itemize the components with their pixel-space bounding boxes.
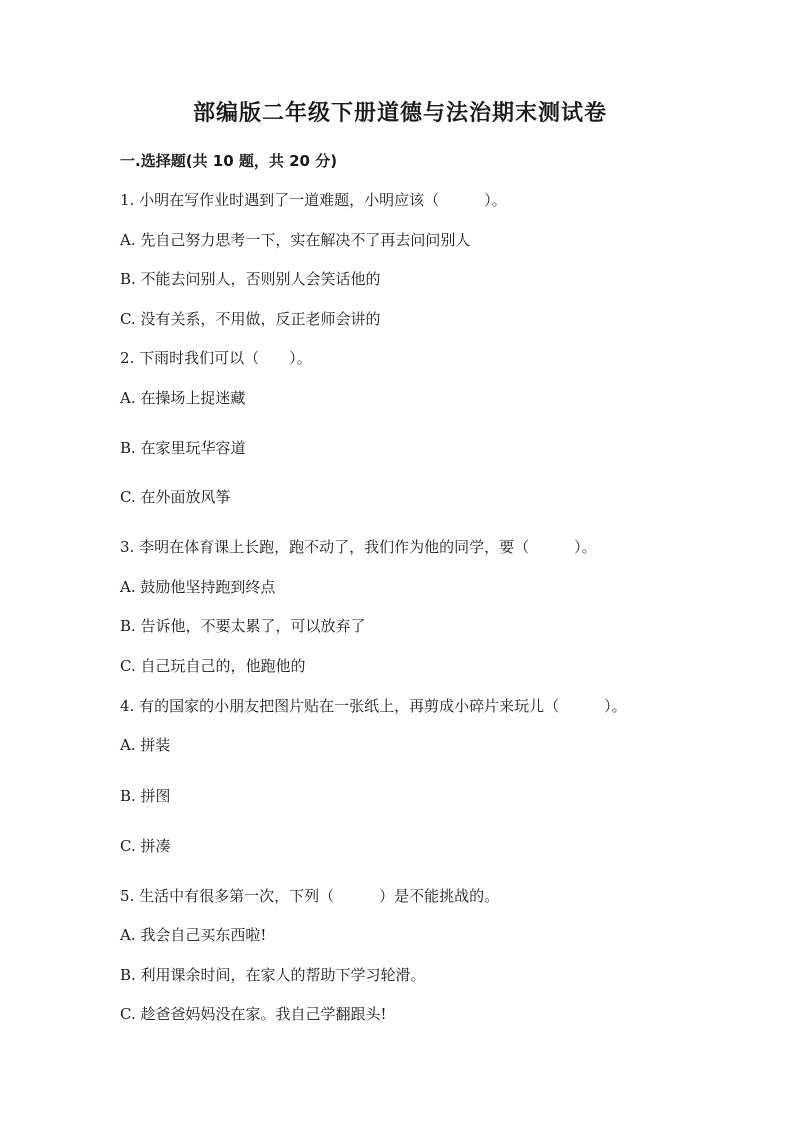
question-4-option-b: B. 拼图 xyxy=(120,787,171,805)
question-3-stem: 3. 李明在体育课上长跑，跑不动了，我们作为他的同学，要（ ）。 xyxy=(120,538,597,556)
question-4-option-a: A. 拼装 xyxy=(120,736,171,754)
question-2-option-c: C. 在外面放风筝 xyxy=(120,488,231,506)
question-2-stem: 2. 下雨时我们可以（ ）。 xyxy=(120,349,312,367)
question-3-option-a: A. 鼓励他坚持跑到终点 xyxy=(120,578,276,596)
question-1-option-b: B. 不能去问别人，否则别人会笑话他的 xyxy=(120,270,381,288)
question-1-stem: 1. 小明在写作业时遇到了一道难题，小明应该（ ）。 xyxy=(120,191,507,209)
question-3-option-b: B. 告诉他，不要太累了，可以放弃了 xyxy=(120,617,366,635)
question-2-option-b: B. 在家里玩华容道 xyxy=(120,439,246,457)
question-2-option-a: A. 在操场上捉迷藏 xyxy=(120,389,246,407)
question-3-option-c: C. 自己玩自己的，他跑他的 xyxy=(120,657,306,675)
question-5-option-b: B. 利用课余时间，在家人的帮助下学习轮滑。 xyxy=(120,966,426,984)
section-heading: 一.选择题(共 10 题，共 20 分) xyxy=(120,152,338,170)
question-4-stem: 4. 有的国家的小朋友把图片贴在一张纸上，再剪成小碎片来玩儿（ ）。 xyxy=(120,697,627,715)
question-4-option-c: C. 拼凑 xyxy=(120,837,171,855)
question-1-option-a: A. 先自己努力思考一下，实在解决不了再去问问别人 xyxy=(120,231,471,249)
page-title: 部编版二年级下册道德与法治期末测试卷 xyxy=(192,101,607,126)
question-5-option-a: A. 我会自己买东西啦! xyxy=(120,926,267,944)
question-5-stem: 5. 生活中有很多第一次，下列（ ）是不能挑战的。 xyxy=(120,887,500,905)
question-5-option-c: C. 趁爸爸妈妈没在家。我自己学翻跟头! xyxy=(120,1005,387,1023)
question-1-option-c: C. 没有关系，不用做，反正老师会讲的 xyxy=(120,310,381,328)
